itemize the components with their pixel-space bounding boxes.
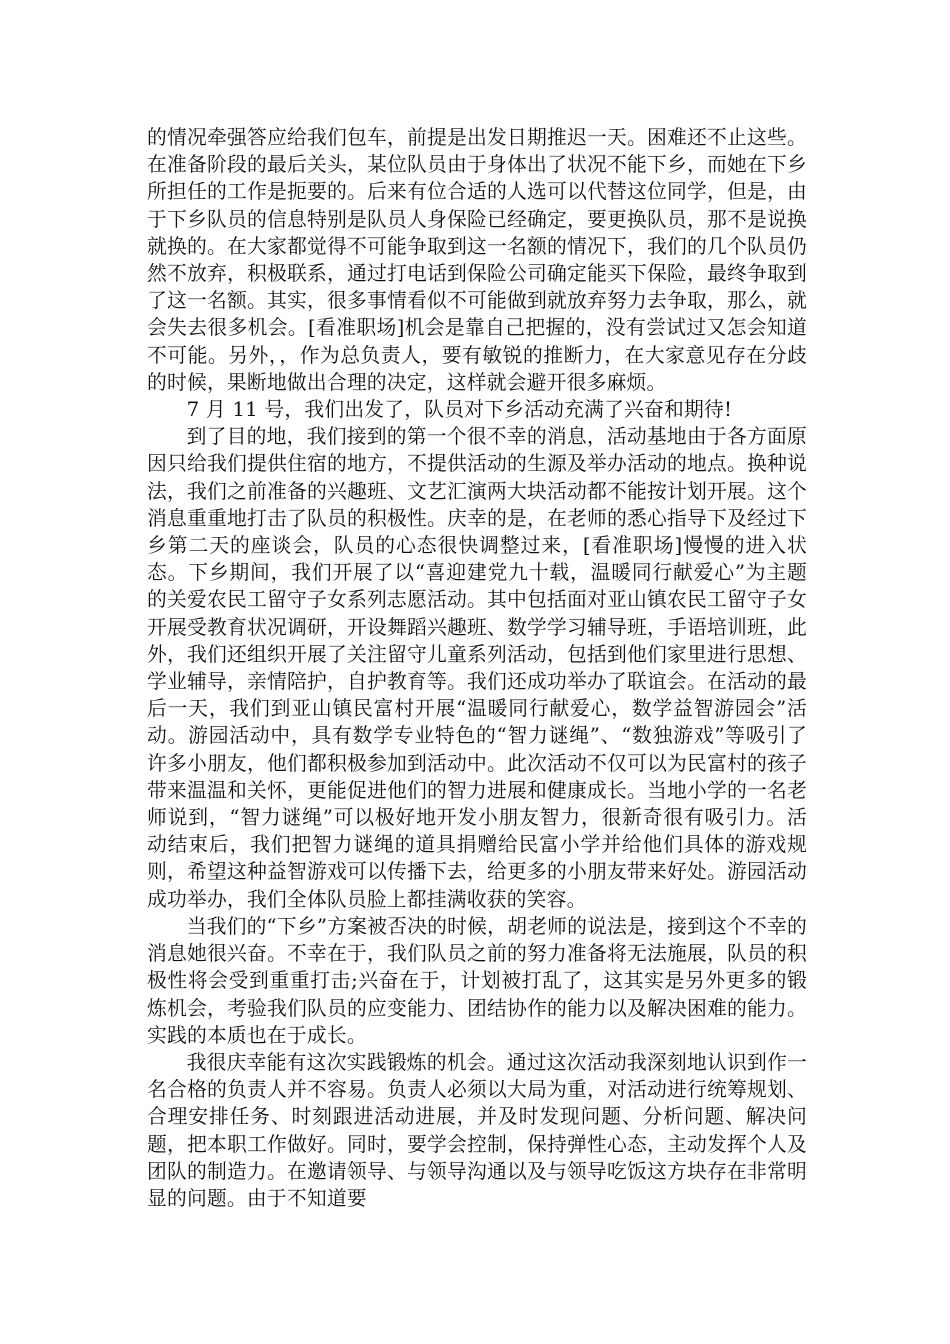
paragraph-2: 7 月 11 号，我们出发了，队员对下乡活动充满了兴奋和期待! (186, 398, 733, 422)
paragraph-3: 到了目的地，我们接到的第一个很不幸的消息，活动基地由于各方面原因只给我们提供住宿的地方，不提供活动的生源及举办活动的地点。换种说法，我们之前准备的兴趣班、文艺汇演两大块活动都不能按计划开展。这个消息重重地打击了队员的积极性。庆幸的是，在老师的悉心指导下及经过下乡第二天的座谈会，队员的心态很快调整过来，[看准职场]慢慢的进入状态。下乡期间，我们开展了以“喜迎建党九十载，温暖同行献爱心”为主题的关爱农民工留守子女系列志愿活动。其中包括面对亚山镇农民工留守子女开展受教育状况调研，开设舞蹈兴趣班、数学学习辅导班，手语培训班，此外，我们还组织开展了关注留守儿童系列活动，包括到他们家里进行思想、学业辅导，亲情陪护，自护教育等。我们还成功举办了联谊会。在活动的最后一天，我们到亚山镇民富村开展“温暖同行献爱心，数学益智游园会”活动。游园活动中，具有数学专业特色的“智力谜绳”、“数独游戏”等吸引了许多小朋友，他们都积极参加到活动中。此次活动不仅可以为民富村的孩子带来温温和关怀，更能促进他们的智力进展和健康成长。当地小学的一名老师说到，“智力谜绳”可以极好地开发小朋友智力，很新奇很有吸引力。活动结束后，我们把智力谜绳的道具捐赠给民富小学并给他们具体的游戏规则，希望这种益智游戏可以传播下去，给更多的小朋友带来好处。游园活动成功举办，我们全体队员脸上都挂满收获的笑容。 (147, 425, 807, 911)
document-body (147, 124, 807, 1212)
paragraph-4: 当我们的“下乡”方案被否决的时候，胡老师的说法是，接到这个不幸的消息她很兴奋。不幸在于，我们队员之前的努力准备将无法施展，队员的积极性将会受到重重打击;兴奋在于，计划被打乱了，这其实是另外更多的锻炼机会，考验我们队员的应变能力、团结协作的能力以及解决困难的能力。实践的本质也在于成长。 (147, 914, 807, 1047)
paragraph-1: 的情况牵强答应给我们包车，前提是出发日期推迟一天。困难还不止这些。在准备阶段的最后关头，某位队员由于身体出了状况不能下乡，而她在下乡所担任的工作是扼要的。后来有位合适的人选可以代替这位同学，但是，由于下乡队员的信息特别是队员人身保险已经确定，要更换队员，那不是说换就换的。在大家都觉得不可能争取到这一名额的情况下，我们的几个队员仍然不放弃，积极联系，通过打电话到保险公司确定能买下保险，最终争取到了这一名额。其实，很多事情看似不可能做到就放弃努力去争取，那么，就会失去很多机会。[看准职场]机会是靠自己把握的，没有尝试过又怎会知道不可能。另外，，作为总负责人，要有敏锐的推断力，在大家意见存在分歧的时候，果断地做出合理的决定，这样就会避开很多麻烦。 (147, 126, 807, 394)
paragraph-5: 我很庆幸能有这次实践锻炼的机会。通过这次活动我深刻地认识到作一名合格的负责人并不容易。负责人必须以大局为重，对活动进行统筹规划、合理安排任务、时刻跟进活动进展，并及时发现问题、分析问题、解决问题，把本职工作做好。同时，要学会控制，保持弹性心态，主动发挥个人及团队的制造力。在邀请领导、与领导沟通以及与领导吃饭这方块存在非常明显的问题。由于不知道要 (147, 1050, 807, 1210)
